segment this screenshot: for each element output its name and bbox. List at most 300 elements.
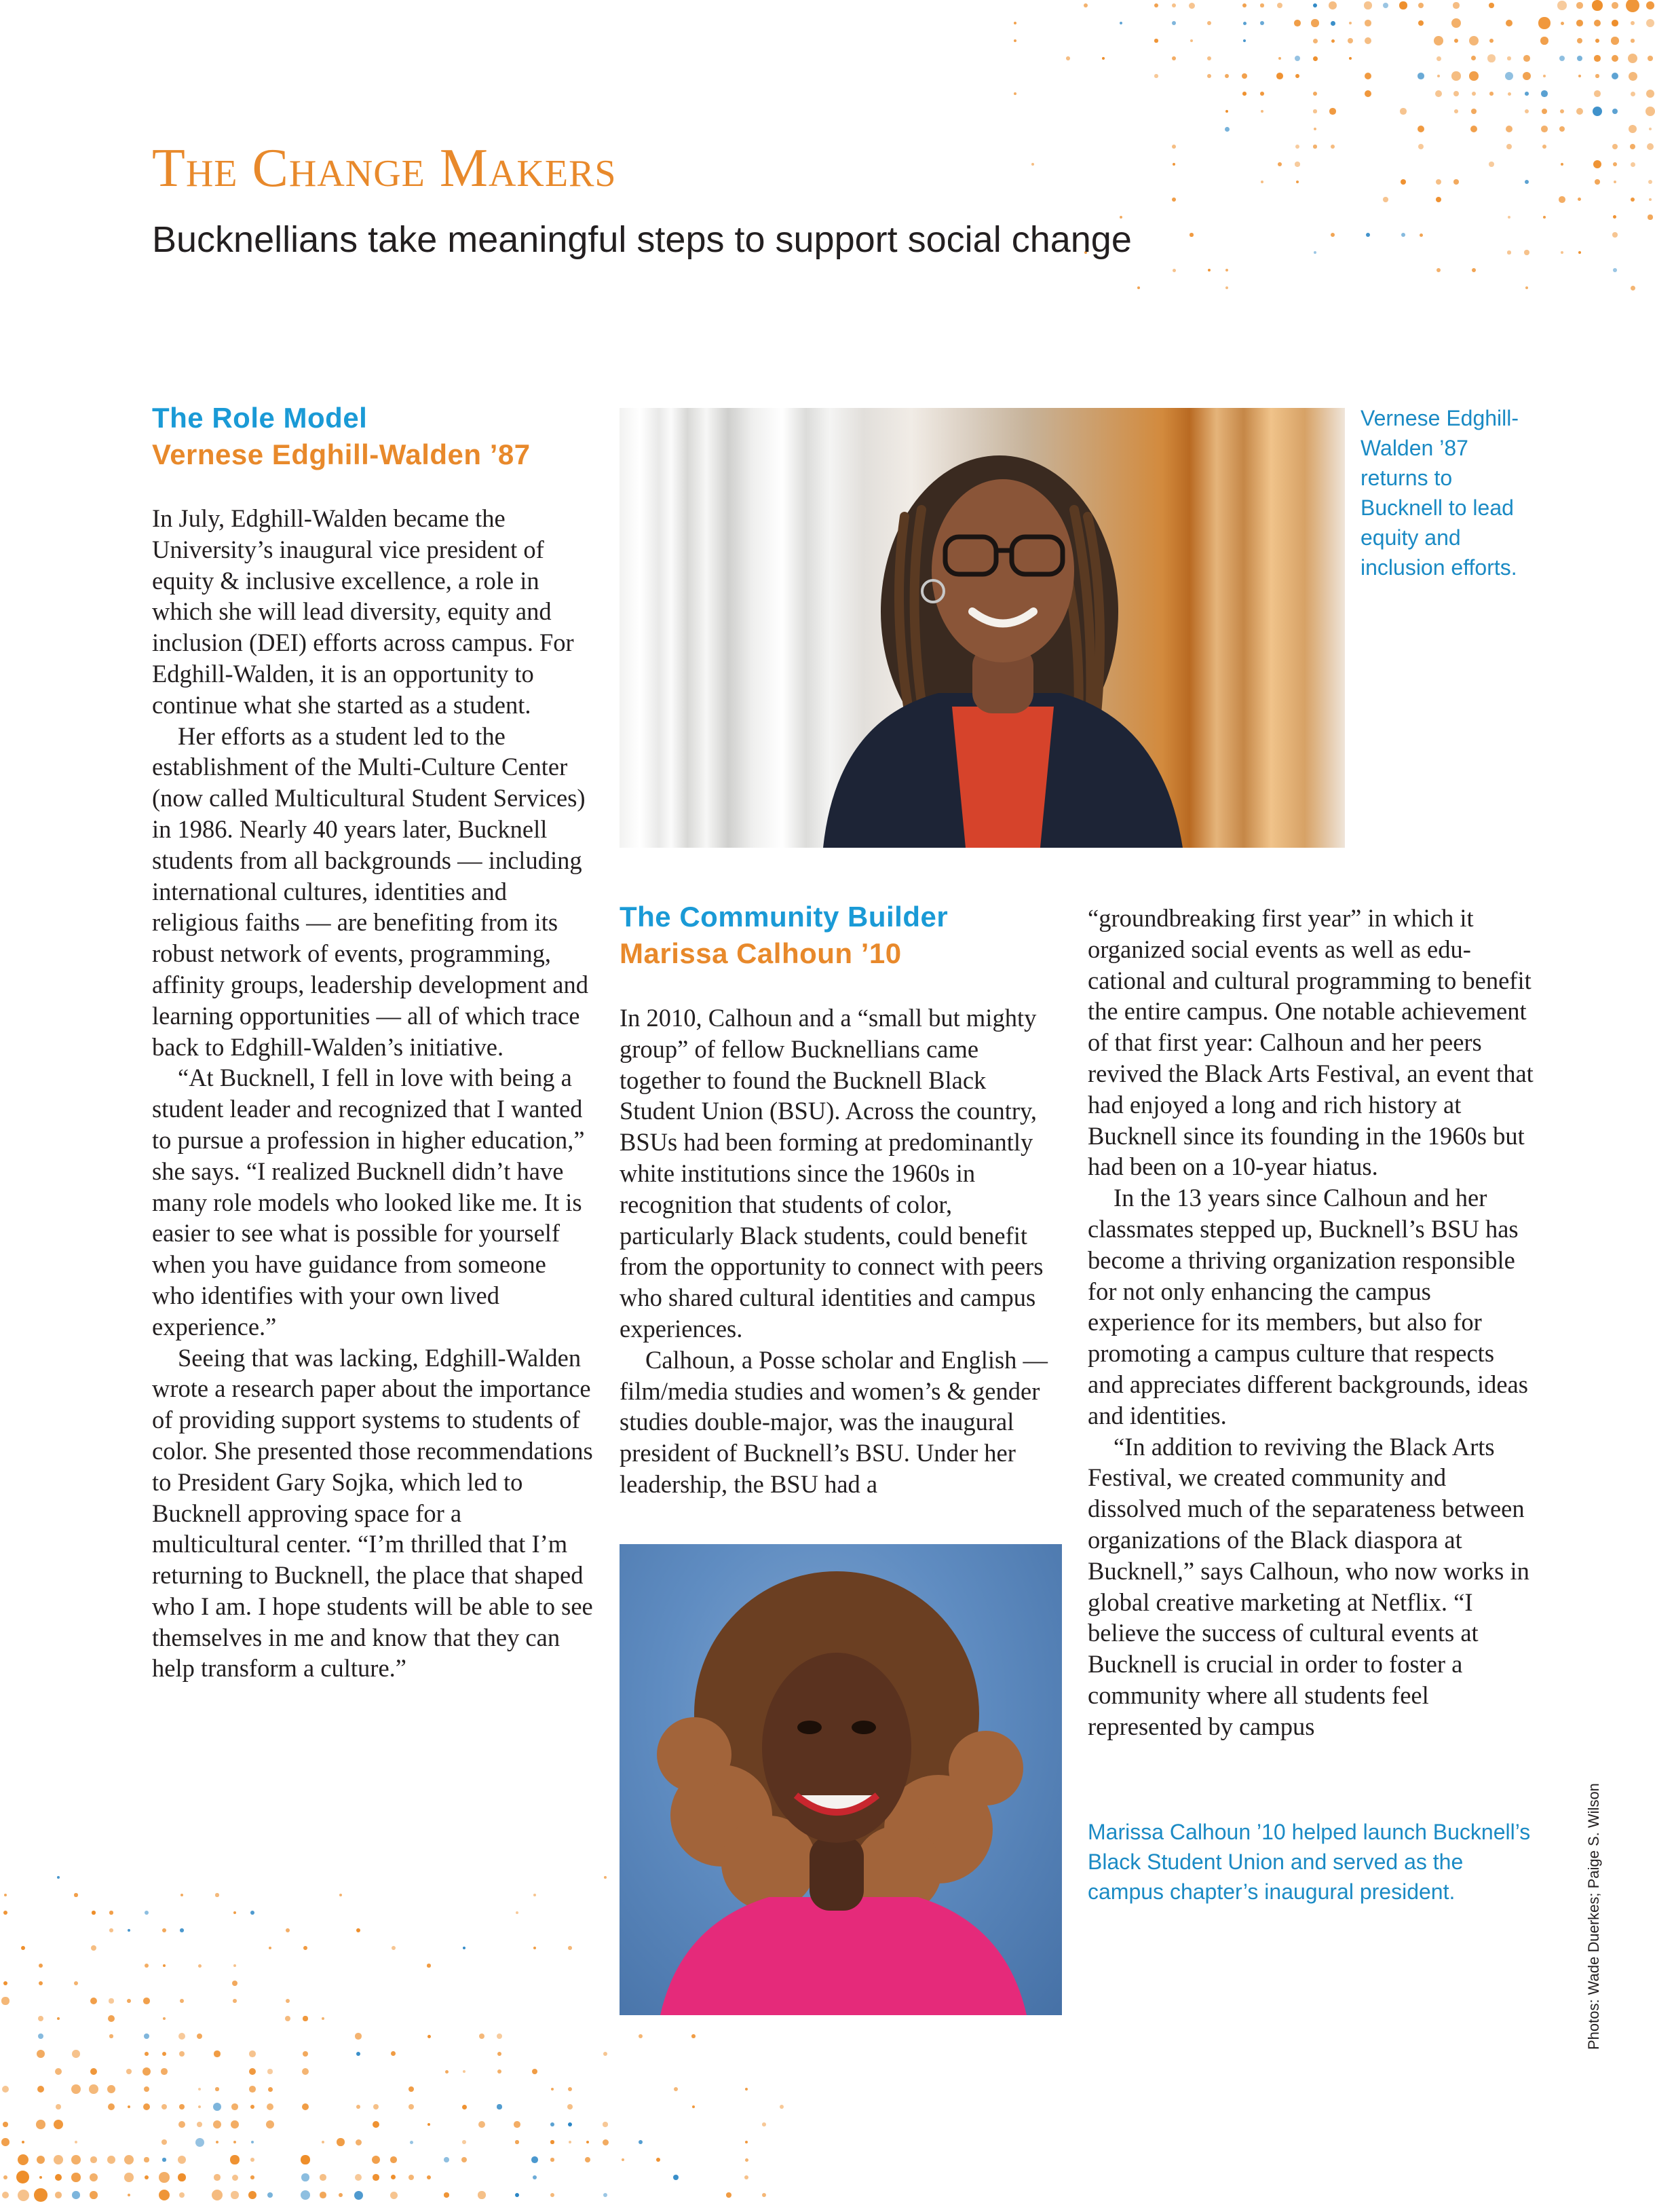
- decorative-dot: [1612, 232, 1618, 238]
- decorative-dot: [127, 1999, 131, 2003]
- decorative-dot: [1329, 108, 1335, 114]
- decorative-dot: [57, 1876, 60, 1879]
- decorative-dot: [1628, 54, 1637, 63]
- decorative-dot: [268, 2087, 273, 2092]
- decorative-dot: [90, 2173, 98, 2182]
- decorative-dot: [301, 2155, 309, 2164]
- decorative-dot: [1471, 56, 1476, 60]
- decorative-dot: [1593, 107, 1602, 116]
- decorative-dot: [1489, 92, 1494, 96]
- decorative-dot: [533, 2175, 537, 2180]
- section-label: The Role Model: [152, 402, 368, 434]
- decorative-dot: [463, 2070, 465, 2073]
- decorative-dot: [126, 2069, 132, 2074]
- decorative-dot: [1418, 126, 1424, 132]
- decorative-dot: [461, 2157, 468, 2163]
- decorative-dot: [231, 2103, 238, 2110]
- decorative-dot: [89, 2084, 98, 2094]
- decorative-dot: [462, 2140, 466, 2144]
- decorative-dot: [1646, 1, 1654, 10]
- decorative-dot: [1542, 109, 1547, 114]
- decorative-dot: [1540, 37, 1548, 44]
- decorative-dot: [392, 1946, 396, 1951]
- decorative-dot: [1225, 74, 1230, 79]
- decorative-dot: [215, 1893, 218, 1896]
- decorative-dot: [39, 2176, 43, 2179]
- decorative-dot: [269, 1947, 272, 1950]
- decorative-dot: [1365, 90, 1371, 97]
- decorative-dot: [1401, 179, 1406, 185]
- decorative-dot: [1631, 21, 1635, 25]
- decorative-dot: [622, 2158, 625, 2162]
- decorative-dot: [162, 2052, 167, 2057]
- decorative-dot: [478, 2191, 485, 2198]
- decorative-dot: [108, 2103, 115, 2111]
- decorative-dot: [1612, 109, 1618, 115]
- decorative-dot: [197, 2122, 202, 2127]
- decorative-dot: [109, 1998, 113, 2003]
- decorative-dot: [479, 2033, 484, 2039]
- decorative-dot: [427, 2175, 431, 2179]
- decorative-dot: [180, 1894, 183, 1896]
- decorative-dot: [1207, 56, 1212, 61]
- decorative-dot: [1595, 179, 1600, 185]
- decorative-dot: [109, 1928, 113, 1932]
- decorative-dot: [478, 2121, 485, 2128]
- decorative-dot: [198, 2105, 202, 2109]
- decorative-dot: [1489, 39, 1494, 43]
- decorative-dot: [1260, 92, 1264, 96]
- decorative-dot: [145, 1964, 149, 1968]
- decorative-dot: [320, 2174, 326, 2181]
- decorative-dot: [427, 1964, 431, 1968]
- decorative-dot: [1314, 128, 1317, 131]
- decorative-dot: [198, 1964, 202, 1968]
- decorative-dot: [249, 2050, 256, 2057]
- decorative-dot: [1365, 37, 1371, 44]
- decorative-dot: [339, 2193, 343, 2198]
- decorative-dot: [1277, 3, 1282, 8]
- decorative-dot: [1630, 144, 1636, 150]
- decorative-dot: [726, 2192, 731, 2198]
- decorative-dot: [1313, 92, 1317, 96]
- vernese-portrait-photo: [620, 408, 1345, 848]
- decorative-dot: [143, 1998, 150, 2004]
- decorative-dot: [462, 2105, 467, 2110]
- decorative-dot: [266, 2120, 274, 2129]
- decorative-dot: [1612, 2, 1618, 9]
- decorative-dot: [1348, 38, 1354, 44]
- decorative-dot: [356, 2139, 362, 2145]
- decorative-dot: [569, 2141, 572, 2144]
- decorative-dot: [1295, 74, 1299, 78]
- decorative-dot: [22, 2141, 24, 2143]
- decorative-dot: [1649, 128, 1652, 130]
- decorative-dot: [1542, 145, 1547, 149]
- decorative-dot: [1631, 162, 1635, 167]
- decorative-dot: [75, 2141, 78, 2144]
- decorative-dot: [1066, 56, 1070, 60]
- decorative-dot: [162, 2158, 166, 2161]
- decorative-dot: [1576, 20, 1583, 26]
- decorative-dot: [233, 2141, 236, 2143]
- decorative-dot: [1577, 38, 1583, 44]
- decorative-dot: [1559, 126, 1565, 132]
- decorative-dot: [1313, 39, 1318, 43]
- decorative-dot: [373, 2104, 379, 2110]
- decorative-dot: [762, 2122, 766, 2126]
- decorative-dot: [337, 2138, 344, 2145]
- decorative-dot: [1631, 286, 1635, 290]
- decorative-dot: [1296, 181, 1299, 183]
- decorative-dot: [179, 2104, 185, 2110]
- decorative-dot: [410, 2141, 413, 2144]
- decorative-dot: [516, 1911, 519, 1915]
- decorative-dot: [1626, 0, 1639, 12]
- decorative-dot: [1631, 198, 1635, 202]
- decorative-dot: [18, 2154, 28, 2165]
- decorative-dot: [195, 2138, 204, 2147]
- decorative-dot: [568, 1946, 572, 1950]
- decorative-dot: [1647, 143, 1654, 150]
- decorative-dot: [128, 2194, 130, 2196]
- decorative-dot: [1508, 92, 1511, 96]
- decorative-dot: [109, 2034, 113, 2038]
- decorative-dot: [1331, 145, 1335, 149]
- decorative-dot: [1451, 71, 1460, 80]
- decorative-dot: [322, 2141, 324, 2143]
- decorative-dot: [1207, 74, 1211, 78]
- decorative-dot: [21, 1946, 26, 1951]
- decorative-dot: [1454, 39, 1458, 43]
- decorative-dot: [1594, 90, 1601, 97]
- decorative-dot: [673, 2175, 679, 2180]
- decorative-dot: [91, 1945, 96, 1951]
- decorative-dot: [1331, 233, 1335, 237]
- decorative-dot: [179, 2051, 185, 2057]
- decorative-dot: [55, 2192, 62, 2198]
- decorative-dot: [1418, 3, 1424, 9]
- decorative-dot: [250, 2175, 254, 2179]
- decorative-dot: [159, 2190, 170, 2200]
- decorative-dot: [568, 2122, 572, 2126]
- decorative-dot: [533, 1947, 536, 1949]
- decorative-dot: [1331, 21, 1335, 26]
- decorative-dot: [762, 2193, 767, 2198]
- decorative-dot: [603, 2193, 607, 2197]
- decorative-dot: [1489, 162, 1494, 167]
- decorative-dot: [1261, 110, 1263, 113]
- decorative-dot: [1525, 92, 1529, 96]
- decorative-dot: [285, 2016, 290, 2021]
- decorative-dot: [355, 2174, 362, 2181]
- decorative-dot: [1314, 251, 1317, 255]
- decorative-dot: [550, 2140, 554, 2144]
- decorative-dot: [339, 1894, 342, 1896]
- portrait-icon: [620, 1544, 1062, 2015]
- decorative-dot: [302, 2103, 309, 2111]
- role-model-body: [152, 503, 594, 1684]
- decorative-dot: [1577, 56, 1582, 61]
- decorative-dot: [144, 2033, 149, 2039]
- decorative-dot: [745, 2088, 748, 2091]
- decorative-dot: [1383, 197, 1388, 202]
- decorative-dot: [1560, 109, 1564, 113]
- decorative-dot: [1383, 3, 1389, 9]
- decorative-dot: [250, 2105, 255, 2110]
- decorative-dot: [1614, 181, 1617, 184]
- decorative-dot: [232, 2175, 238, 2181]
- decorative-dot: [1541, 90, 1547, 96]
- decorative-dot: [1313, 3, 1318, 8]
- decorative-dot: [2, 2192, 9, 2199]
- decorative-dot: [250, 2158, 254, 2162]
- decorative-dot: [54, 2120, 63, 2129]
- decorative-dot: [1329, 1, 1337, 10]
- decorative-dot: [1631, 92, 1635, 96]
- decorative-dot: [1629, 125, 1637, 134]
- decorative-dot: [1031, 163, 1035, 166]
- decorative-dot: [1311, 19, 1318, 26]
- decorative-dot: [1523, 72, 1531, 80]
- decorative-dot: [1120, 22, 1122, 24]
- decorative-dot: [1434, 36, 1443, 45]
- decorative-dot: [163, 1964, 166, 1967]
- decorative-dot: [1557, 1, 1566, 10]
- decorative-dot: [108, 2015, 115, 2023]
- community-builder-body-col-a: [620, 1002, 1062, 1500]
- decorative-dot: [745, 2158, 748, 2162]
- decorative-dot: [161, 2139, 167, 2145]
- decorative-dot: [233, 1964, 236, 1967]
- decorative-dot: [1559, 196, 1565, 203]
- decorative-dot: [355, 2033, 361, 2039]
- decorative-dot: [301, 2190, 311, 2200]
- decorative-dot: [1208, 269, 1211, 271]
- decorative-dot: [1084, 3, 1088, 7]
- decorative-dot: [54, 2155, 63, 2164]
- decorative-dot: [1436, 179, 1441, 185]
- decorative-dot: [3, 2175, 7, 2179]
- decorative-dot: [497, 2104, 501, 2109]
- decorative-dot: [674, 2087, 678, 2091]
- decorative-dot: [531, 2156, 538, 2163]
- decorative-dot: [214, 2050, 220, 2057]
- decorative-dot: [233, 1999, 237, 2003]
- marissa-photo-caption: Marissa Calhoun ’10 helped launch Bucknell’s Black Student Union and served as the campus chapter’s inaugural president.: [1088, 1820, 1531, 1904]
- decorative-dot: [1243, 22, 1247, 25]
- decorative-dot: [213, 2103, 222, 2112]
- decorative-dot: [1102, 57, 1105, 60]
- decorative-dot: [1541, 126, 1548, 132]
- decorative-dot: [1648, 214, 1652, 219]
- decorative-dot: [1418, 20, 1424, 26]
- decorative-dot: [161, 2104, 168, 2110]
- community-builder-body-col-b: [1088, 903, 1536, 1742]
- decorative-dot: [180, 1999, 184, 2003]
- decorative-dot: [603, 2122, 607, 2126]
- decorative-dot: [1418, 73, 1424, 79]
- decorative-dot: [178, 2156, 187, 2164]
- decorative-dot: [1173, 269, 1176, 272]
- decorative-dot: [107, 2085, 115, 2093]
- decorative-dot: [230, 2155, 239, 2164]
- decorative-dot: [1190, 233, 1193, 236]
- decorative-dot: [18, 2190, 29, 2201]
- decorative-dot: [162, 1928, 166, 1932]
- decorative-dot: [145, 1911, 149, 1915]
- section-person-name: Vernese Edghill-Walden ’87: [152, 438, 531, 470]
- decorative-dot: [1399, 1, 1407, 9]
- decorative-dot: [1453, 2, 1459, 8]
- decorative-dot: [1469, 36, 1479, 46]
- decorative-dot: [212, 2190, 223, 2201]
- decorative-dot: [497, 2052, 501, 2056]
- decorative-dot: [128, 2105, 130, 2108]
- decorative-dot: [780, 2105, 784, 2109]
- marissa-portrait-photo: [620, 1544, 1062, 2015]
- decorative-dot: [408, 2175, 415, 2181]
- decorative-dot: [692, 2105, 695, 2108]
- photo-credit: Photos: Wade Duerkes; Paige S. Wilson: [1585, 1783, 1602, 2050]
- decorative-dot: [178, 2033, 185, 2040]
- decorative-dot: [603, 2139, 609, 2145]
- decorative-dot: [1523, 55, 1530, 62]
- decorative-dot: [233, 1911, 236, 1914]
- decorative-dot: [1295, 145, 1300, 149]
- decorative-dot: [568, 2087, 572, 2091]
- decorative-dot: [37, 2086, 44, 2093]
- decorative-dot: [1349, 57, 1352, 60]
- decorative-dot: [144, 2157, 149, 2162]
- decorative-dot: [1014, 22, 1016, 24]
- decorative-dot: [1487, 54, 1495, 62]
- decorative-dot: [1225, 269, 1229, 272]
- decorative-dot: [1225, 127, 1230, 132]
- decorative-dot: [163, 2017, 166, 2020]
- decorative-dot: [1365, 20, 1371, 26]
- decorative-dot: [56, 2104, 61, 2110]
- decorative-dot: [124, 2173, 134, 2182]
- decorative-dot: [1295, 162, 1299, 166]
- decorative-dot: [1593, 160, 1601, 168]
- decorative-dot: [1418, 144, 1424, 150]
- decorative-dot: [231, 2191, 238, 2198]
- page-subtitle: Bucknellians take meaningful steps to support social change: [152, 219, 1132, 260]
- decorative-dot: [161, 2068, 167, 2074]
- decorative-dot: [178, 2121, 186, 2129]
- decorative-dot: [1543, 75, 1546, 77]
- decorative-dot: [585, 2157, 591, 2163]
- decorative-dot: [303, 2051, 309, 2057]
- decorative-dot: [248, 2191, 257, 2200]
- decorative-dot: [745, 2141, 748, 2144]
- paragraph: In 2010, Calhoun and a “small but mighty group” of fellow Bucknellians came together to found the Bucknell Black Student Union (BSU). Across the country, BSUs had been forming at predominantly white institutions since the 1960s in recognition that students of color, particularly Black students, could benefit from the opportunity to connect with peers who shared cultural identities and campus experiences.: [620, 1004, 1044, 1343]
- decorative-dot: [1172, 21, 1176, 25]
- decorative-dot: [2, 2086, 9, 2093]
- decorative-dot: [3, 2122, 8, 2127]
- paragraph: In July, Edghill-Walden became the University’s inaugural vice president of equity & inclusive excellence, a role in which she will lead diversity, equity and inclusion (DEI) efforts across campus. For Edghill-Walden, it is an opportunity to continue what she started as a student.: [152, 504, 574, 719]
- decorative-dot: [1613, 268, 1617, 272]
- decorative-dot: [1561, 22, 1564, 25]
- decorative-dot: [550, 2158, 554, 2162]
- decorative-dot: [1612, 73, 1618, 79]
- decorative-dot: [1313, 109, 1316, 113]
- decorative-dot: [1561, 163, 1563, 166]
- decorative-dot: [1453, 91, 1459, 96]
- decorative-dot: [1646, 90, 1654, 98]
- decorative-dot: [1559, 56, 1565, 61]
- decorative-dot: [1401, 233, 1405, 237]
- decorative-dot: [1472, 268, 1477, 273]
- decorative-dot: [1260, 3, 1263, 7]
- decorative-dot: [1172, 3, 1177, 8]
- decorative-dot: [444, 2157, 449, 2162]
- decorative-dot: [356, 1928, 360, 1932]
- decorative-dot: [1154, 39, 1158, 42]
- decorative-dot: [1365, 73, 1371, 79]
- decorative-dot: [145, 2175, 149, 2179]
- decorative-dot: [71, 2084, 81, 2094]
- decorative-dot: [445, 2070, 449, 2074]
- paragraph: “groundbreaking first year” in which it organized social events as well as educational and cultural programming to benefit the entire campus. One notable achievement of that first year: Calhoun and her peers revived the Black Arts Festival, an event that had enjoyed a long and rich history at Bucknell since its founding in the 1960s but had been on a 10-year hiatus.: [1088, 904, 1534, 1181]
- decorative-dot: [249, 2068, 256, 2075]
- paragraph: “In addition to reviving the Black Arts Festival, we created community and dissolved much of the separateness between organizations of the Black diaspora at Bucknell,” says Calhoun, who now works in global creative marketing at Netflix. “I believe the success of cultural events at Bucknell is crucial in order to foster a community where all students feel represented by campus: [1088, 1432, 1529, 1740]
- decorative-dot: [1172, 145, 1176, 149]
- decorative-dot: [74, 1981, 78, 1985]
- decorative-dot: [532, 2069, 537, 2074]
- decorative-dot: [1154, 74, 1158, 78]
- decorative-dot: [1242, 3, 1247, 8]
- decorative-dot: [1525, 180, 1529, 185]
- decorative-dot: [197, 2033, 202, 2039]
- decorative-dot: [1576, 2, 1582, 8]
- decorative-dot: [744, 2175, 748, 2179]
- decorative-dot: [1613, 215, 1616, 219]
- decorative-dot: [1506, 20, 1513, 26]
- decorative-dot: [1594, 20, 1601, 27]
- decorative-dot: [1578, 251, 1582, 255]
- community-builder-heading: [620, 899, 948, 972]
- paragraph: “At Bucknell, I fell in love with being a student leader and recognized that I wanted to pursue a profession in higher education,” she says. “I realized Bucknell didn’t have many role models who looked like me. It is easier to see what is possible for yourself when you have guidance from someone who identifies with your own lived experience.”: [152, 1064, 585, 1341]
- decorative-dot: [356, 2105, 360, 2109]
- decorative-dot: [550, 2122, 554, 2126]
- decorative-dot: [267, 2103, 273, 2110]
- decorative-dot: [107, 2156, 115, 2164]
- decorative-dot: [1543, 216, 1546, 219]
- decorative-dot: [301, 2173, 309, 2181]
- decorative-dot: [390, 2192, 398, 2199]
- decorative-dot: [1366, 233, 1370, 237]
- decorative-dot: [90, 2191, 98, 2199]
- decorative-dot: [390, 2156, 397, 2163]
- decorative-dot: [178, 2173, 186, 2181]
- decorative-dot: [74, 1893, 77, 1896]
- decorative-dot: [109, 1911, 113, 1914]
- decorative-dot: [551, 2088, 554, 2091]
- decorative-dot: [1595, 39, 1599, 43]
- decorative-dot: [1592, 0, 1602, 10]
- decorative-dot: [639, 2034, 643, 2039]
- decorative-dot: [1453, 179, 1458, 184]
- decorative-dot: [38, 2016, 43, 2021]
- decorative-dot: [603, 2052, 607, 2056]
- decorative-dot: [356, 2052, 361, 2057]
- page-title: The Change Makers: [152, 138, 617, 198]
- decorative-dot: [1225, 110, 1228, 113]
- decorative-dot: [427, 2123, 431, 2126]
- decorative-dot: [1242, 73, 1247, 79]
